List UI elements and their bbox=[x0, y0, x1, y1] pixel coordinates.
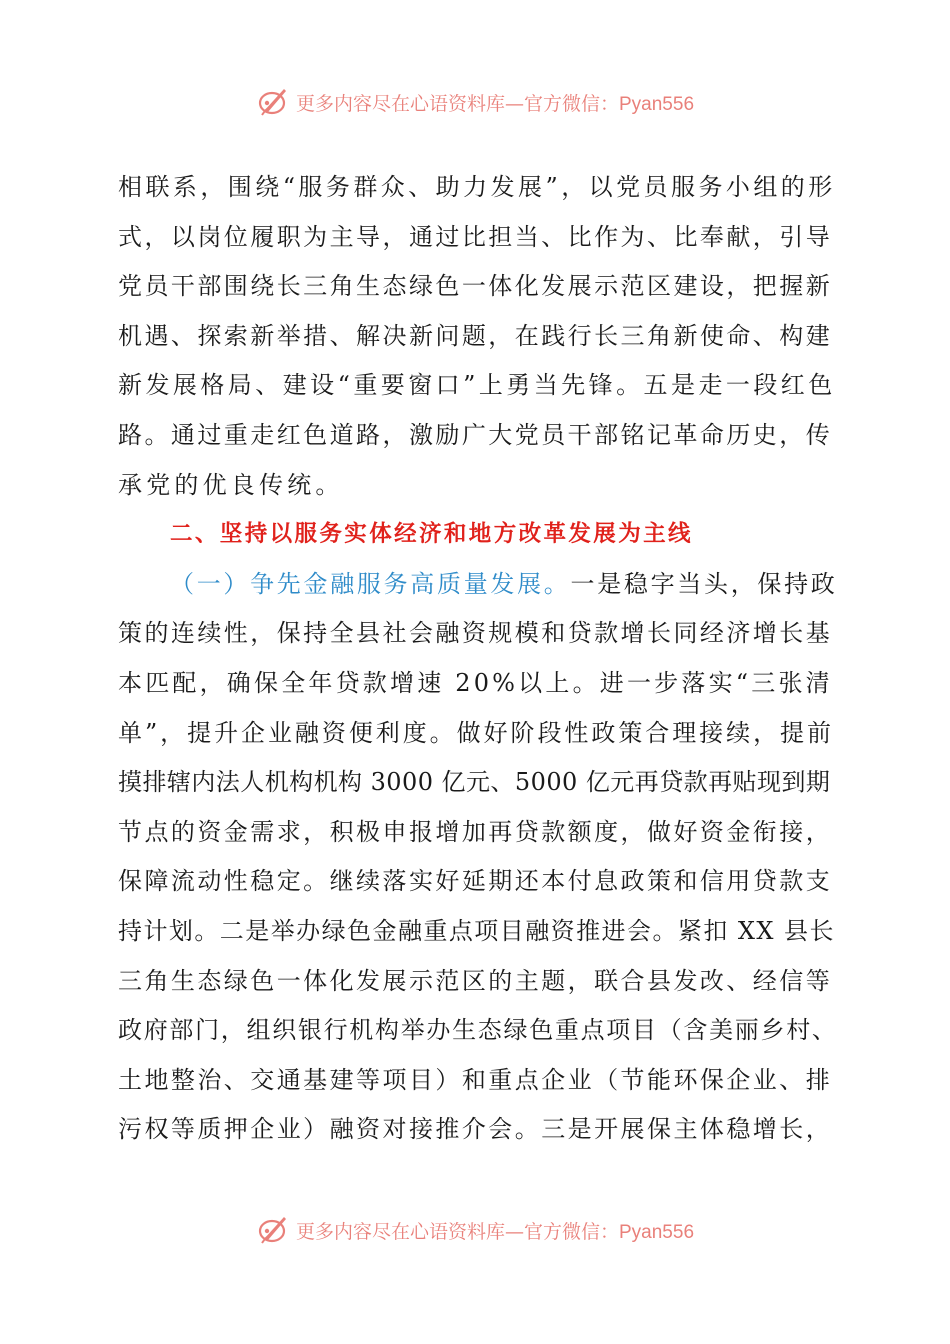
paragraph-text: 一是稳字当头，保持政 bbox=[570, 569, 838, 598]
subsection-heading: （一）争先金融服务高质量发展。 bbox=[170, 569, 571, 598]
text-line: 承党的优良传统。 bbox=[118, 470, 344, 499]
text-line: 政府部门，组织银行机构举办生态绿色重点项目（含美丽乡村、 bbox=[118, 1016, 838, 1045]
quill-logo-icon bbox=[256, 1213, 290, 1247]
watermark-text: 更多内容尽在心语资料库—官方微信：Pyan556 bbox=[295, 1220, 695, 1243]
text-line: 相联系，围绕“服务群众、助力发展”，以党员服务小组的形 bbox=[118, 173, 836, 201]
watermark-text: 更多内容尽在心语资料库—官方微信：Pyan556 bbox=[295, 92, 695, 115]
section-heading: 二、坚持以服务实体经济和地方改革发展为主线 bbox=[170, 521, 693, 548]
text-line: 持计划。二是举办绿色金融重点项目融资推进会。紧扣 XX 县长 bbox=[118, 916, 835, 945]
document-body bbox=[118, 163, 838, 1155]
text-line: 土地整治、交通基建等项目）和重点企业（节能环保企业、排 bbox=[118, 1065, 833, 1094]
text-line: 保障流动性稳定。继续落实好延期还本付息政策和信用贷款支 bbox=[118, 867, 833, 896]
text-line: 新发展格局、建设“重要窗口”上勇当先锋。五是走一段红色 bbox=[118, 371, 836, 400]
quill-logo-icon bbox=[256, 85, 290, 119]
text-line: 节点的资金需求，积极申报增加再贷款额度，做好资金衔接， bbox=[118, 817, 833, 846]
text-line: 摸排辖内法人机构机构 3000 亿元、5000 亿元再贷款再贴现到期 bbox=[118, 768, 831, 797]
text-line: 式，以岗位履职为主导，通过比担当、比作为、比奉献，引导 bbox=[118, 222, 833, 251]
watermark-header bbox=[0, 82, 950, 122]
text-line: 本匹配，确保全年贷款增速 20%以上。进一步落实“三张清 bbox=[118, 668, 833, 697]
text-line: 策的连续性，保持全县社会融资规模和贷款增长同经济增长基 bbox=[118, 619, 833, 648]
text-line: 党员干部围绕长三角生态绿色一体化发展示范区建设，把握新 bbox=[118, 272, 833, 301]
paragraph-first-line bbox=[118, 560, 838, 610]
text-line: 三角生态绿色一体化发展示范区的主题，联合县发改、经信等 bbox=[118, 966, 833, 995]
text-line: 污权等质押企业）融资对接推介会。三是开展保主体稳增长， bbox=[118, 1115, 833, 1144]
text-line: 路。通过重走红色道路，激励广大党员干部铭记革命历史，传 bbox=[118, 420, 833, 449]
watermark-footer bbox=[0, 1210, 950, 1250]
text-line: 单”，提升企业融资便利度。做好阶段性政策合理接续，提前 bbox=[118, 718, 834, 747]
text-line: 机遇、探索新举措、解决新问题，在践行长三角新使命、构建 bbox=[118, 321, 833, 350]
